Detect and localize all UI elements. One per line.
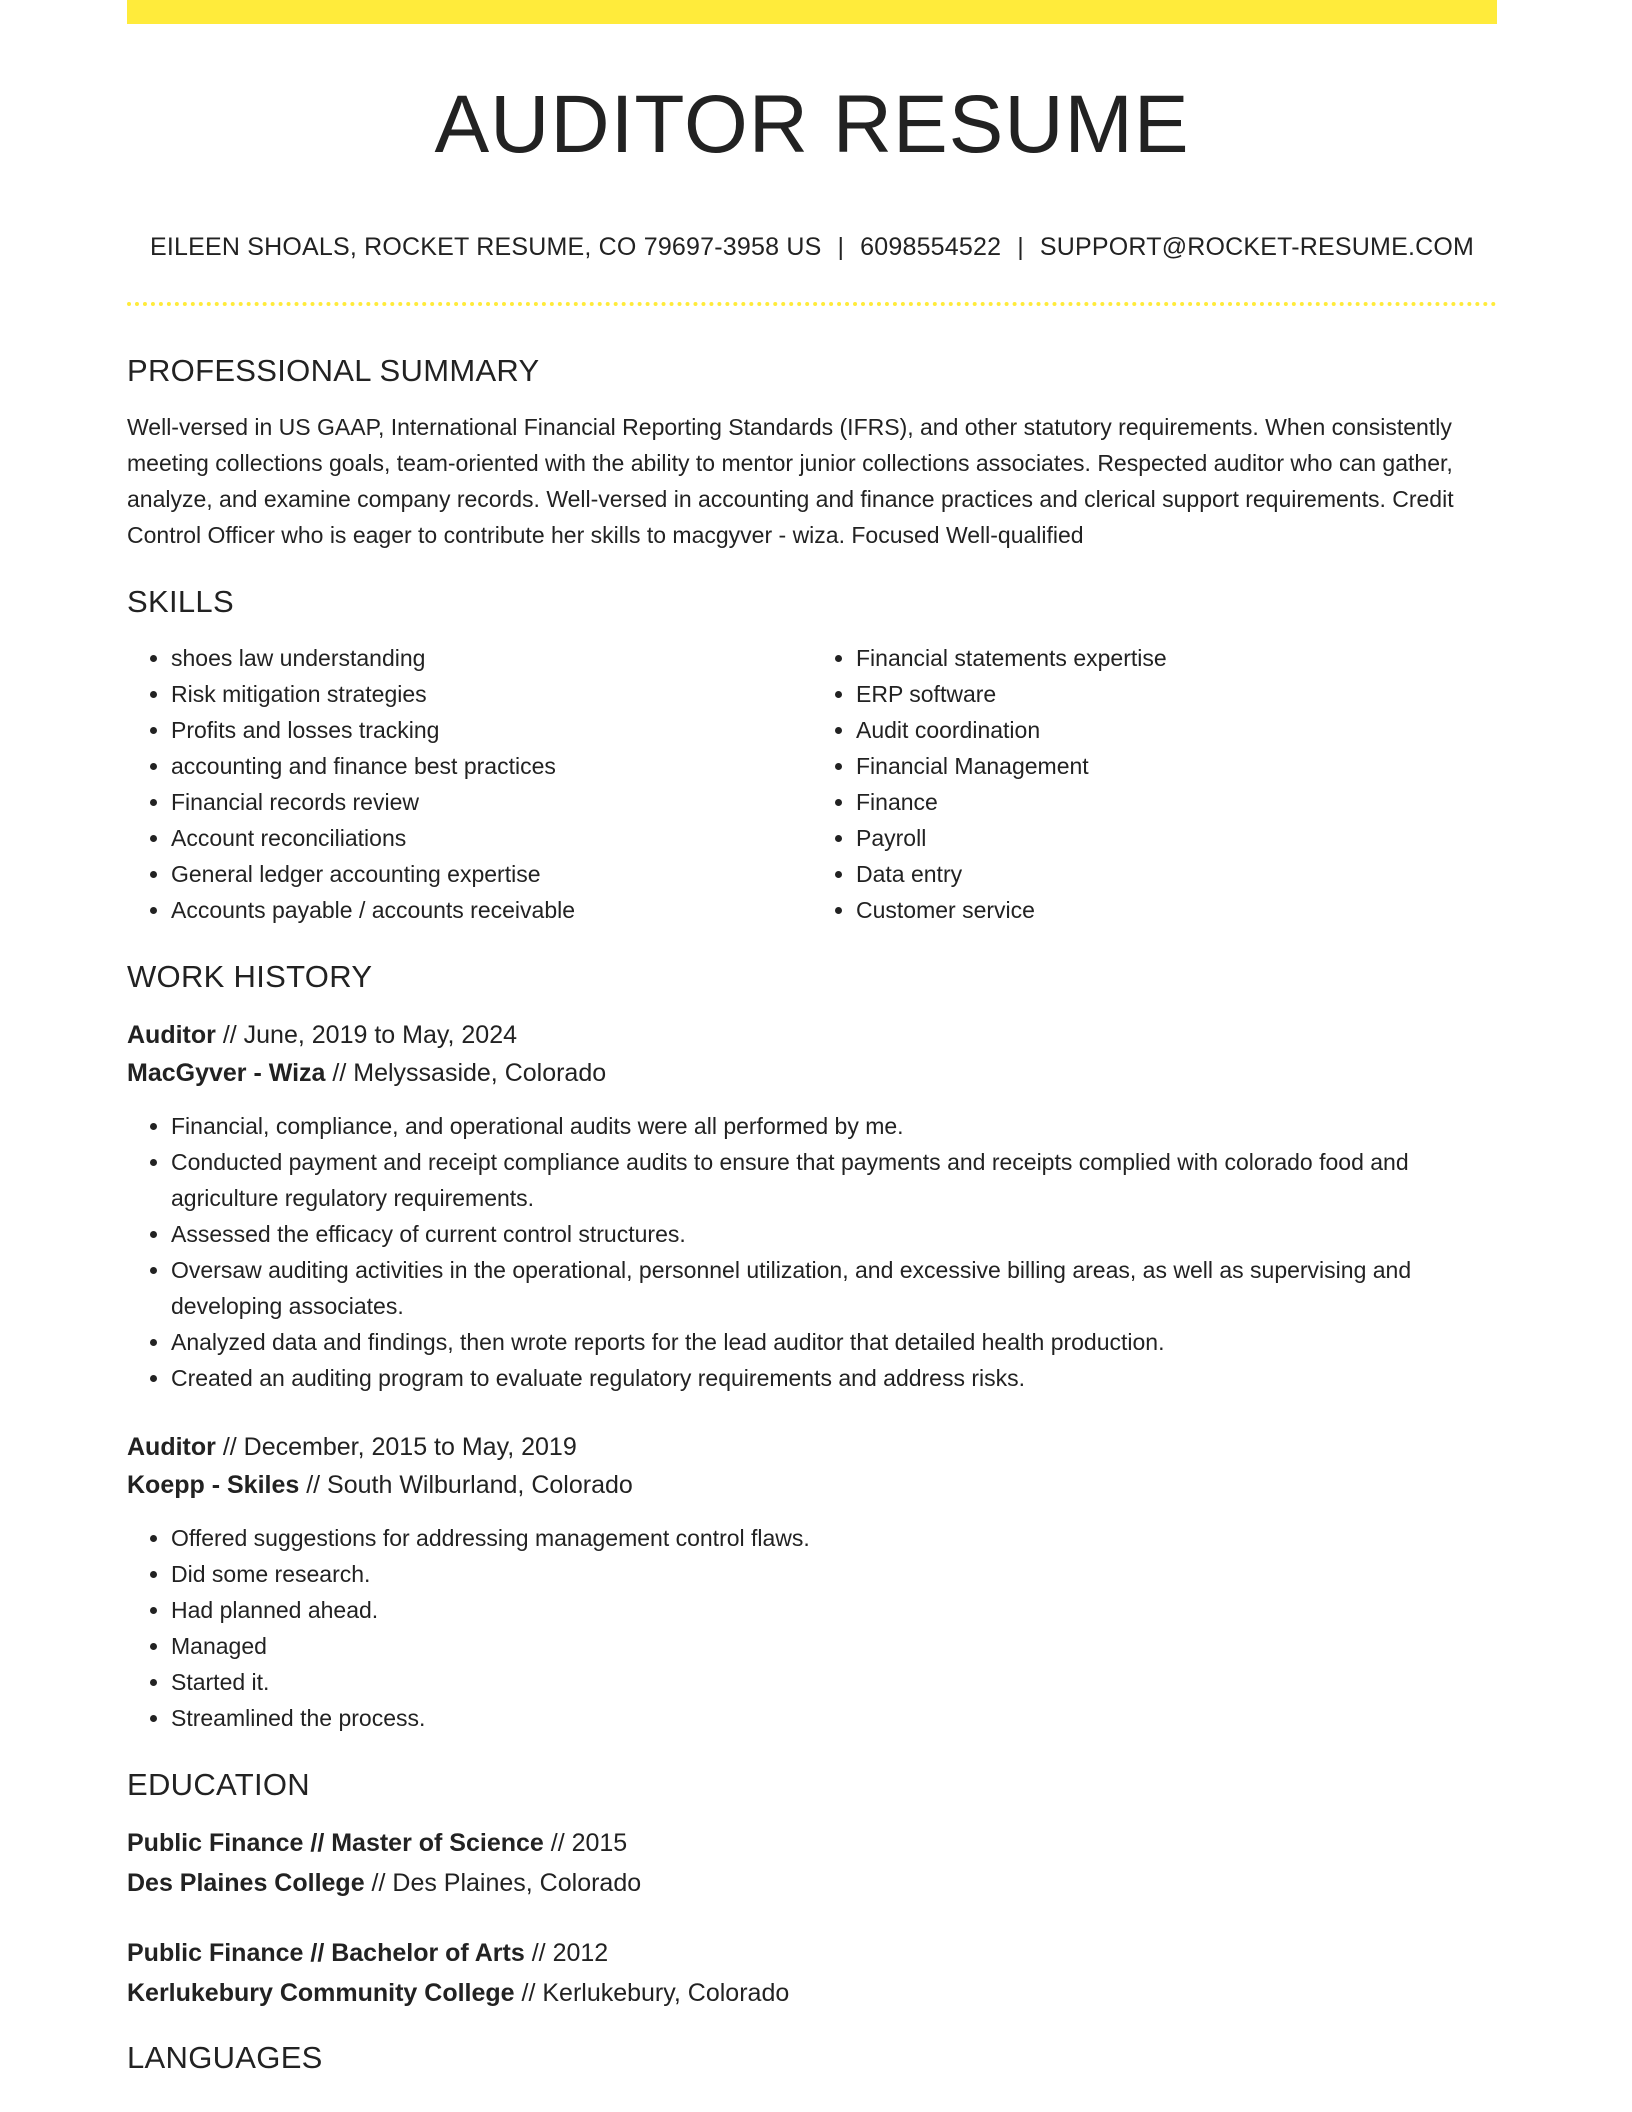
skill-item: • Account reconciliations [171, 820, 812, 856]
education-year: // 2015 [543, 1828, 628, 1857]
job-company: Koepp - Skiles [127, 1470, 300, 1499]
contact-phone: 6098554522 [860, 233, 1002, 261]
job-bullet: • Created an auditing program to evaluate regulatory requirements and address risks. [171, 1360, 1497, 1396]
top-accent-bar [127, 0, 1497, 24]
education-location: // Kerlukebury, Colorado [514, 1978, 790, 2007]
job-bullet: • Assessed the efficacy of current control structures. [171, 1216, 1497, 1252]
education-degree-line [127, 1933, 1497, 1973]
skill-item: • Data entry [856, 856, 1497, 892]
education-year: // 2012 [524, 1938, 609, 1967]
job-title-line [127, 1016, 1497, 1054]
job-bullet: • Offered suggestions for addressing management control flaws. [171, 1520, 1497, 1556]
resume-title: AUDITOR RESUME [434, 79, 1190, 170]
skills-heading: SKILLS [127, 584, 234, 620]
education-entry [127, 1823, 1497, 1903]
skill-item: • ERP software [856, 676, 1497, 712]
job-bullet: • Conducted payment and receipt compliance audits to ensure that payments and receipts complied with colorado food and agriculture regulatory requirements. [171, 1144, 1497, 1216]
job-entry [127, 1016, 1497, 1396]
job-bullet: • Had planned ahead. [171, 1592, 1497, 1628]
skills-right-column [812, 640, 1497, 928]
education-school: Des Plaines College [127, 1868, 365, 1897]
skill-item: • Risk mitigation strategies [171, 676, 812, 712]
job-bullet: • Financial, compliance, and operational audits were all performed by me. [171, 1108, 1497, 1144]
contact-line [127, 232, 1497, 262]
contact-email: SUPPORT@ROCKET-RESUME.COM [1039, 233, 1475, 261]
education-entry [127, 1933, 1497, 2013]
job-bullet: • Did some research. [171, 1556, 1497, 1592]
summary-heading: PROFESSIONAL SUMMARY [127, 353, 540, 388]
skill-item: • accounting and finance best practices [171, 748, 812, 784]
skill-item: • shoes law understanding [171, 640, 812, 676]
contact-separator: | [1017, 233, 1024, 261]
languages-heading: LANGUAGES [127, 2039, 323, 2075]
job-location: // Melyssaside, Colorado [325, 1058, 607, 1087]
skills-left-column [127, 640, 812, 928]
job-bullet: • Streamlined the process. [171, 1700, 1497, 1736]
job-bullet: • Started it. [171, 1664, 1497, 1700]
education-degree-line [127, 1823, 1497, 1863]
skill-item: • Accounts payable / accounts receivable [171, 892, 812, 928]
education-degree: Public Finance // Master of Science [127, 1828, 544, 1857]
skill-item: • Payroll [856, 820, 1497, 856]
contact-address: EILEEN SHOALS, ROCKET RESUME, CO 79697-3958 US [149, 233, 822, 261]
job-title: Auditor [127, 1432, 216, 1461]
education-degree: Public Finance // Bachelor of Arts [127, 1938, 525, 1967]
education-school: Kerlukebury Community College [127, 1978, 515, 2007]
job-dates: // June, 2019 to May, 2024 [215, 1020, 517, 1049]
skill-item: • Audit coordination [856, 712, 1497, 748]
job-bullet: • Managed [171, 1628, 1497, 1664]
skill-item: • Financial Management [856, 748, 1497, 784]
skill-item: • Profits and losses tracking [171, 712, 812, 748]
job-dates: // December, 2015 to May, 2019 [215, 1432, 577, 1461]
skill-item: • Customer service [856, 892, 1497, 928]
education-school-line [127, 1973, 1497, 2013]
job-company-line [127, 1054, 1497, 1092]
skill-item: • Financial records review [171, 784, 812, 820]
skill-item: • Financial statements expertise [856, 640, 1497, 676]
education-location: // Des Plaines, Colorado [364, 1868, 642, 1897]
job-company-line [127, 1466, 1497, 1504]
summary-text: Well-versed in US GAAP, International Financial Reporting Standards (IFRS), and other statutory requirements. When consistently meeting collections goals, team-oriented with the ability to mentor junior collections associates. Respected auditor who can gather, analyze, and examine company records. Well-versed in accounting and finance practices and clerical support requirements. Credit Control Officer who is eager to contribute her skills to macgyver - wiza. Focused Well-qualified [127, 414, 1454, 549]
resume-page [127, 0, 1497, 2076]
contact-separator: | [837, 233, 845, 261]
skill-item: • General ledger accounting expertise [171, 856, 812, 892]
work-history-heading: WORK HISTORY [127, 959, 373, 995]
job-company: MacGyver - Wiza [127, 1058, 326, 1087]
job-title-line [127, 1428, 1497, 1466]
job-bullets [127, 1520, 1497, 1736]
education-heading: EDUCATION [127, 1766, 310, 1802]
education-school-line [127, 1863, 1497, 1903]
skills-list [127, 640, 1497, 928]
job-title: Auditor [127, 1020, 216, 1049]
job-location: // South Wilburland, Colorado [299, 1470, 633, 1499]
job-bullets [127, 1108, 1497, 1396]
dotted-divider [127, 302, 1497, 306]
job-bullet: • Analyzed data and findings, then wrote reports for the lead auditor that detailed health production. [171, 1324, 1497, 1360]
job-entry [127, 1428, 1497, 1736]
job-bullet: • Oversaw auditing activities in the operational, personnel utilization, and excessive billing areas, as well as supervising and developing associates. [171, 1252, 1497, 1324]
skill-item: • Finance [856, 784, 1497, 820]
